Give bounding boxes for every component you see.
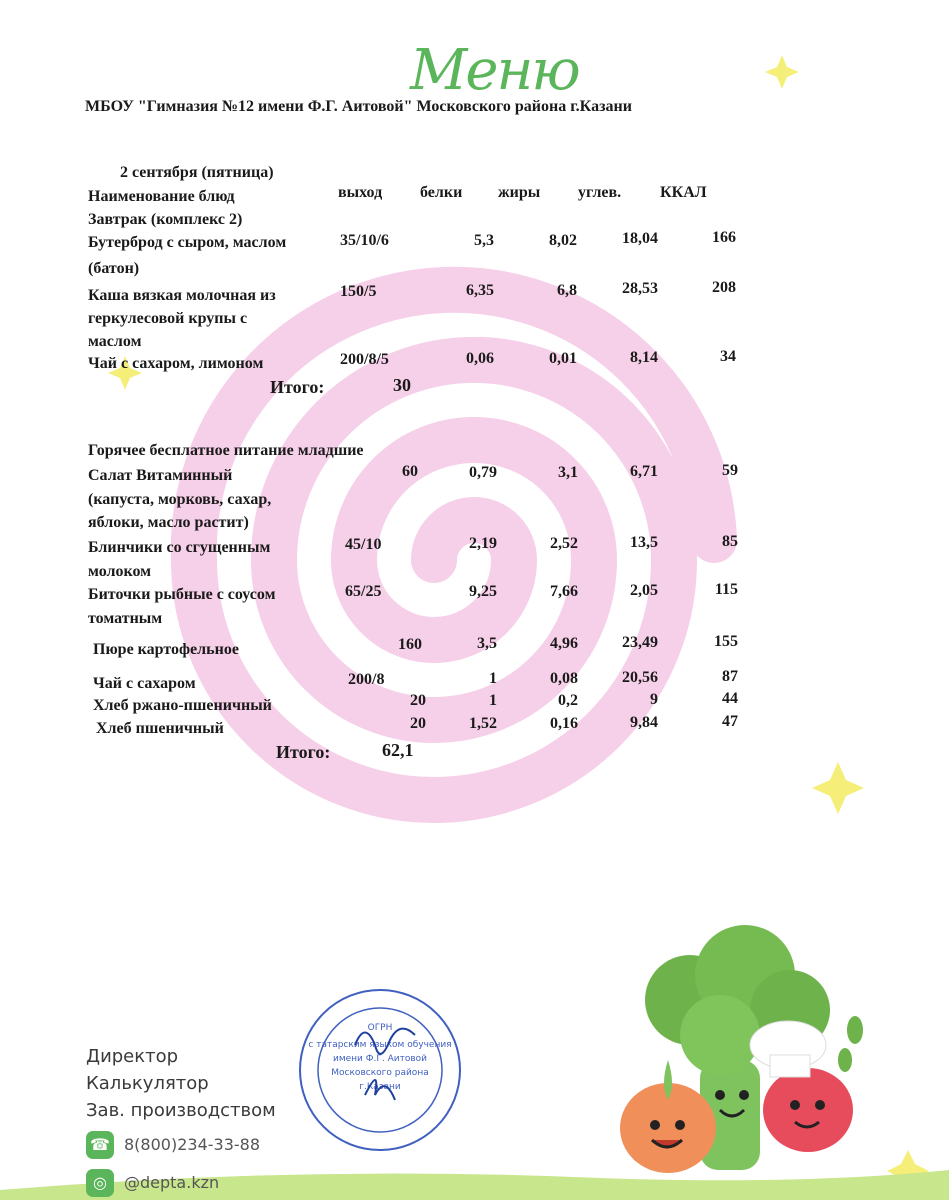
dish-name: Пюре картофельное — [93, 641, 239, 658]
out-value: 60 — [402, 463, 418, 480]
role-production-head: Зав. производством — [86, 1100, 276, 1121]
dish-name: маслом — [88, 333, 142, 350]
dish-name: яблоки, масло растит) — [88, 514, 249, 531]
dish-name: Хлеб пшеничный — [96, 720, 224, 737]
kcal-value: 59 — [722, 462, 738, 479]
out-value: 200/8/5 — [340, 351, 389, 368]
protein-value: 1 — [489, 670, 497, 687]
dish-name: Салат Витаминный — [88, 467, 233, 484]
lunch-total-label: Итого: — [276, 742, 331, 762]
carb-value: 20,56 — [622, 669, 658, 686]
out-value: 45/10 — [345, 536, 382, 553]
dish-name: Хлеб ржано-пшеничный — [93, 697, 272, 714]
fat-value: 0,16 — [550, 715, 578, 732]
carb-value: 28,53 — [622, 280, 658, 297]
breakfast-total-value: 30 — [393, 375, 411, 395]
out-value: 35/10/6 — [340, 232, 389, 249]
protein-value: 1 — [489, 692, 497, 709]
col-name: Наименование блюд — [88, 188, 235, 205]
out-value: 65/25 — [345, 583, 382, 600]
kcal-value: 44 — [722, 690, 738, 707]
fat-value: 0,08 — [550, 670, 578, 687]
protein-value: 1,52 — [469, 715, 497, 732]
fat-value: 0,01 — [549, 350, 577, 367]
out-value: 160 — [398, 636, 422, 653]
col-proteins: белки — [420, 184, 463, 201]
sparkle-icon-2 — [812, 762, 864, 814]
kcal-value: 87 — [722, 668, 738, 685]
out-value: 20 — [410, 692, 426, 709]
dish-name: геркулесовой крупы с — [88, 310, 248, 327]
dish-name: Чай с сахаром, лимоном — [88, 355, 264, 372]
kcal-value: 115 — [714, 581, 738, 598]
protein-value: 9,25 — [469, 583, 497, 600]
dish-name: Биточки рыбные с соусом — [88, 586, 276, 603]
dish-name: (батон) — [88, 260, 140, 277]
fat-value: 3,1 — [558, 464, 578, 481]
carb-value: 13,5 — [630, 534, 658, 551]
stamp-line: ОГРН — [367, 1023, 393, 1033]
protein-value: 5,3 — [474, 232, 494, 249]
menu-script-title: Меню — [410, 38, 579, 103]
dish-name: Чай с сахаром — [93, 675, 196, 692]
official-stamp — [295, 985, 465, 1155]
out-value: 150/5 — [340, 283, 377, 300]
col-fats: жиры — [498, 184, 541, 201]
lunch-total-value: 62,1 — [382, 740, 414, 760]
dish-name: томатным — [88, 610, 163, 627]
instagram-icon: ◎ — [86, 1169, 114, 1197]
carb-value: 9 — [650, 691, 658, 708]
col-out: выход — [338, 184, 383, 201]
carb-value: 2,05 — [630, 582, 658, 599]
role-director: Директор — [86, 1046, 179, 1067]
carb-value: 23,49 — [622, 634, 658, 651]
fat-value: 8,02 — [549, 232, 577, 249]
out-value: 200/8 — [348, 671, 385, 688]
dish-name: Бутерброд с сыром, маслом — [88, 234, 287, 251]
kcal-value: 208 — [712, 279, 736, 296]
col-carbs: углев. — [578, 184, 622, 201]
dish-name: молоком — [88, 563, 152, 580]
protein-value: 6,35 — [466, 282, 494, 299]
sparkle-icon-1 — [765, 55, 799, 89]
fat-value: 0,2 — [558, 692, 578, 709]
protein-value: 0,06 — [466, 350, 494, 367]
kcal-value: 85 — [722, 533, 738, 550]
tomato-chef-character-illustration — [750, 1021, 853, 1152]
dish-name: (капуста, морковь, сахар, — [88, 491, 272, 508]
lunch-title: Горячее бесплатное питание младшие — [88, 442, 364, 459]
carb-value: 9,84 — [630, 714, 658, 731]
protein-value: 2,19 — [469, 535, 497, 552]
breakfast-title: Завтрак (комплекс 2) — [88, 211, 243, 228]
dish-name: Блинчики со сгущенным — [88, 539, 271, 556]
fat-value: 4,96 — [550, 635, 578, 652]
carb-value: 8,14 — [630, 349, 658, 366]
kcal-value: 34 — [720, 348, 736, 365]
fat-value: 2,52 — [550, 535, 578, 552]
stamp-line: с татарским языком обучения — [308, 1040, 452, 1050]
kcal-value: 47 — [722, 713, 738, 730]
role-calculator: Калькулятор — [86, 1073, 209, 1094]
day-label: 2 сентября (пятница) — [120, 164, 274, 181]
fat-value: 7,66 — [550, 583, 578, 600]
stamp-line: г.Казани — [359, 1082, 401, 1092]
stamp-line: Московского района — [331, 1068, 429, 1078]
carb-value: 18,04 — [622, 230, 658, 247]
protein-value: 0,79 — [469, 464, 497, 481]
phone-icon: ☎ — [86, 1131, 114, 1159]
carb-value: 6,71 — [630, 463, 658, 480]
instagram-handle: @depta.kzn — [124, 1173, 220, 1192]
col-kcal: ККАЛ — [660, 184, 707, 201]
fat-value: 6,8 — [557, 282, 577, 299]
breakfast-total-label: Итого: — [270, 377, 325, 397]
kcal-value: 155 — [714, 633, 738, 650]
protein-value: 3,5 — [477, 635, 497, 652]
school-name: МБОУ "Гимназия №12 имени Ф.Г. Аитовой" Московского района г.Казани — [85, 98, 632, 115]
phone-number: 8(800)234-33-88 — [124, 1135, 261, 1154]
out-value: 20 — [410, 715, 426, 732]
dish-name: Каша вязкая молочная из — [88, 287, 276, 304]
stamp-line: имени Ф.Г. Аитовой — [332, 1054, 428, 1064]
kcal-value: 166 — [712, 229, 736, 246]
